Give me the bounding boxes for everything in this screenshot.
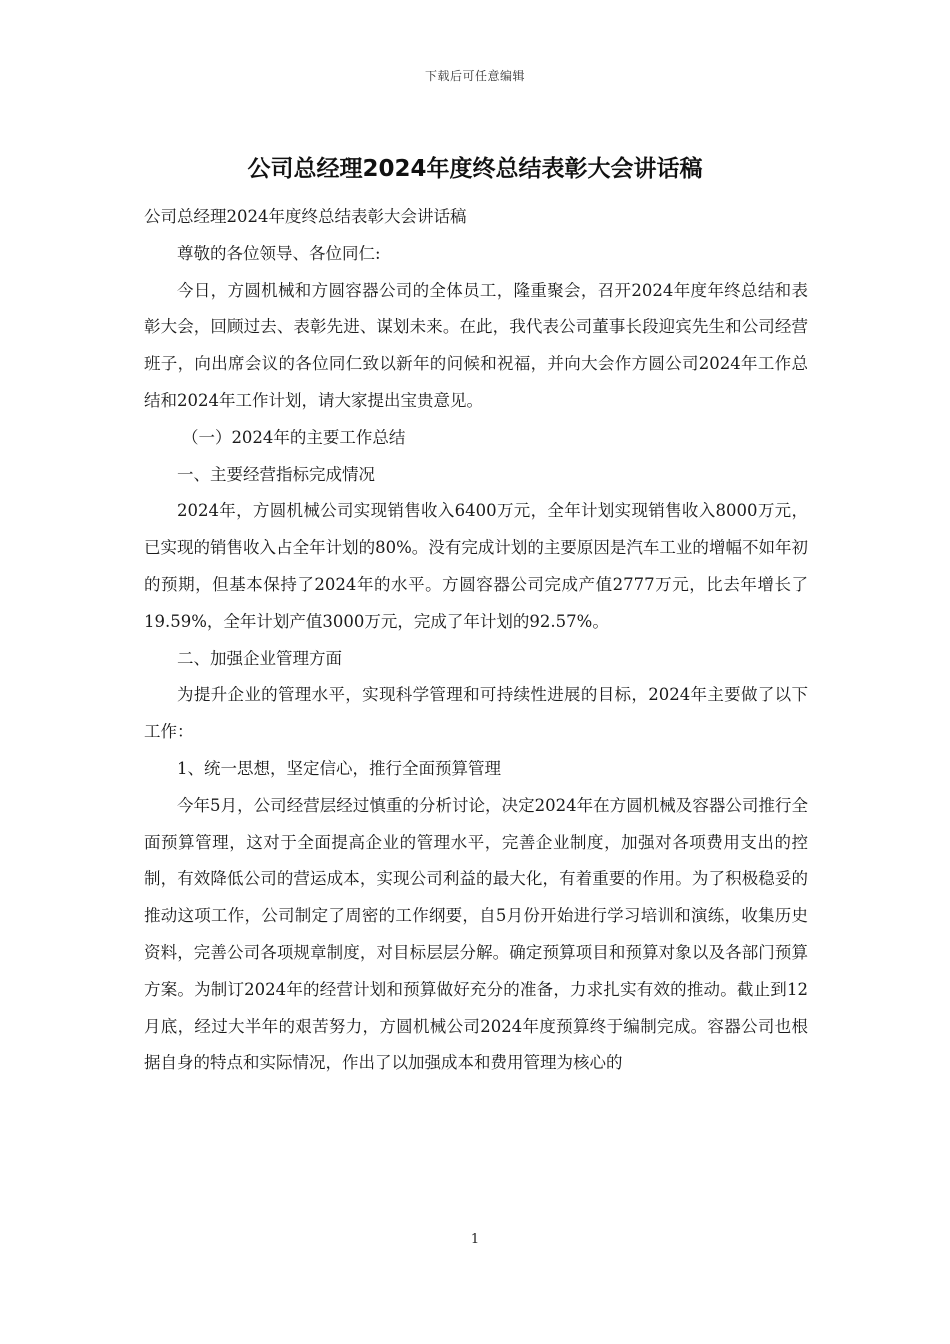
item-heading: 1、统一思想，坚定信心，推行全面预算管理 — [177, 758, 501, 778]
subsection-heading: 一、主要经营指标完成情况 — [177, 464, 375, 484]
subsection-heading: 二、加强企业管理方面 — [177, 648, 342, 668]
body-paragraph: 2024年，方圆机械公司实现销售收入6400万元，全年计划实现销售收入8000万元，已实现的销售收入占全年计划的80%。没有完成计划的主要原因是汽车工业的增幅不如年初的预期，但基本保持了2024年的水平。方圆容器公司完成产值2777万元，比去年增长了19.59%，全年计划产值3000万元，完成了年计划的92.57%。 — [144, 501, 808, 631]
body-paragraph: 为提升企业的管理水平，实现科学管理和可持续性进展的目标，2024年主要做了以下工作： — [144, 685, 808, 742]
page-number: 1 — [470, 1232, 480, 1247]
section-heading: （一）2024年的主要工作总结 — [181, 427, 406, 447]
subtitle-paragraph: 公司总经理2024年度终总结表彰大会讲话稿 — [144, 207, 467, 226]
body-paragraph: 今年5月，公司经营层经过慎重的分析讨论，决定2024年在方圆机械及容器公司推行全面预算管理，这对于全面提高企业的管理水平，完善企业制度，加强对各项费用支出的控制，有效降低公司的营运成本，实现公司利益的最大化，有着重要的作用。为了积极稳妥的推动这项工作，公司制定了周密的工作纲要，自5月份开始进行学习培训和演练，收集历史资料，完善公司各项规章制度，对目标层层分解。确定预算项目和预算对象以及各部门预算方案。为制订2024年的经营计划和预算做好充分的准备，力求扎实有效的推动。截止到12月底，经过大半年的艰苦努力，方圆机械公司2024年度预算终于编制完成。容器公司也根据自身的特点和实际情况，作出了以加强成本和费用管理为核心的 — [144, 795, 808, 1073]
salutation-paragraph: 尊敬的各位领导、各位同仁: — [177, 243, 381, 263]
intro-paragraph: 今日，方圆机械和方圆容器公司的全体员工，隆重聚会，召开2024年度年终总结和表彰大会，回顾过去、表彰先进、谋划未来。在此，我代表公司董事长段迎宾先生和公司经营班子，向出席会议的各位同仁致以新年的问候和祝福，并向大会作方圆公司2024年工作总结和2024年工作计划，请大家提出宝贵意见。 — [144, 280, 808, 410]
document-body — [144, 199, 808, 1082]
document-title: 公司总经理2024年度终总结表彰大会讲话稿 — [247, 156, 703, 182]
page-header-note: 下载后可任意编辑 — [424, 69, 525, 83]
